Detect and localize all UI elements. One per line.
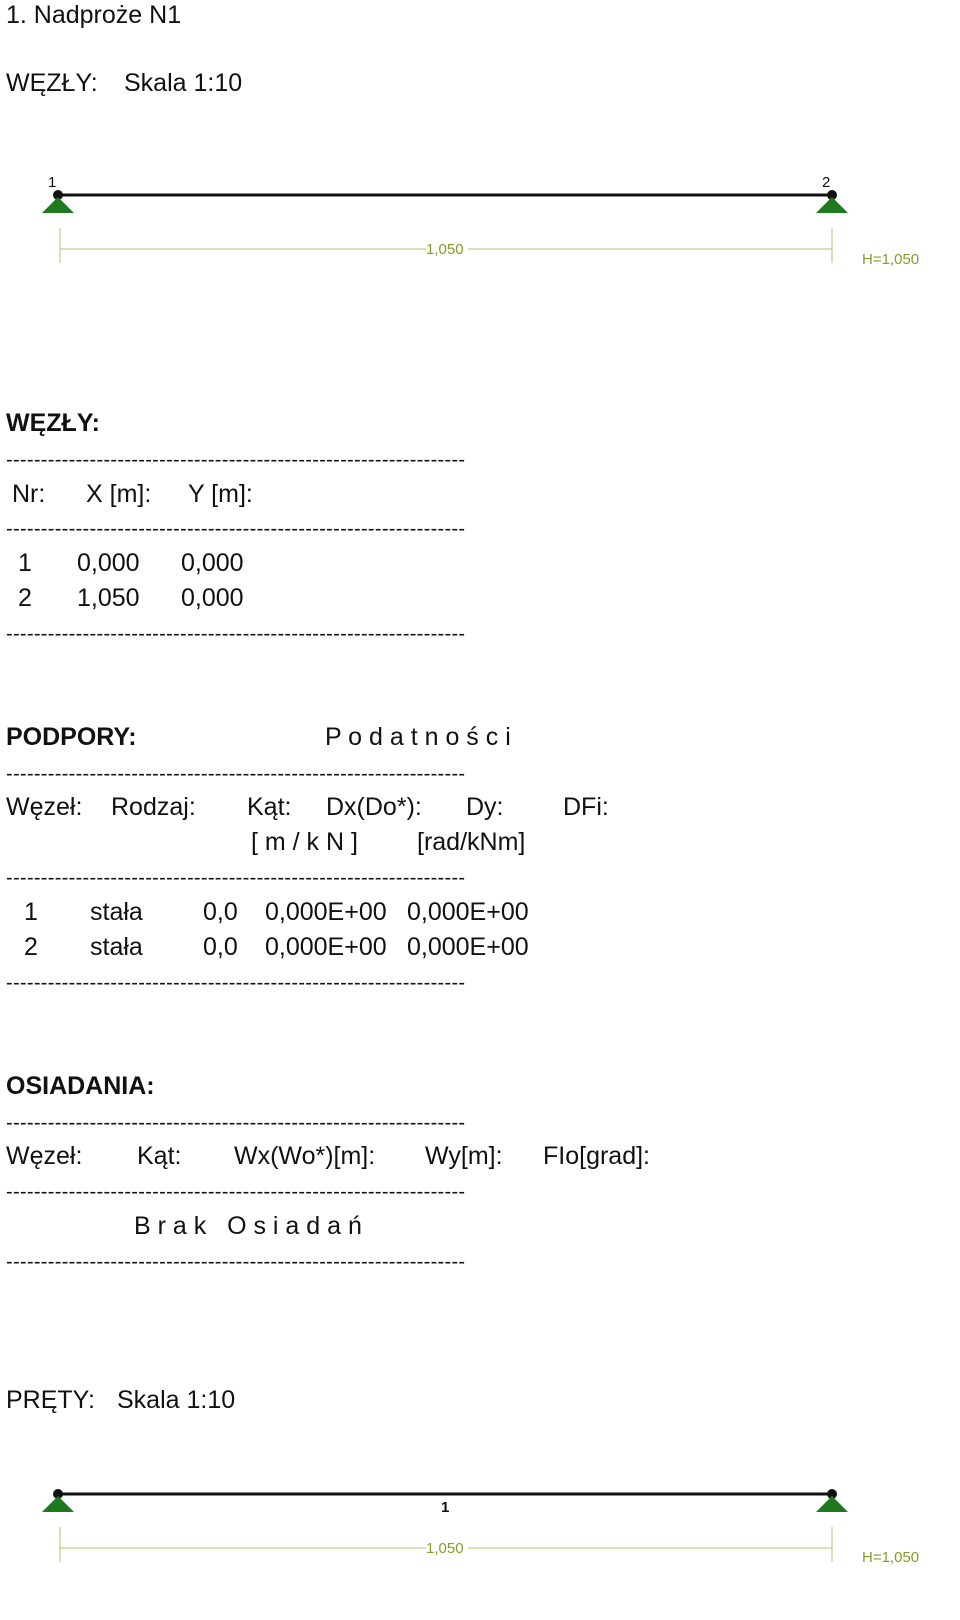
bars-scheme-drawing bbox=[0, 1464, 960, 1584]
supports-row-2-type: stała bbox=[90, 933, 143, 961]
scheme-nodes-title: WĘZŁY: bbox=[6, 69, 98, 97]
supports-col-node: Węzeł: bbox=[6, 793, 83, 821]
supports-col-dfi: DFi: bbox=[563, 793, 609, 821]
divider: ------------------------------------------------------------------ bbox=[6, 450, 466, 470]
supports-col-dx: Dx(Do*): bbox=[326, 793, 422, 821]
node-2-label: 2 bbox=[822, 174, 831, 191]
supports-row-1-dx: 0,000E+00 bbox=[265, 898, 387, 926]
divider: ------------------------------------------------------------------ bbox=[6, 624, 466, 644]
supports-row-2-dx: 0,000E+00 bbox=[265, 933, 387, 961]
supports-row-1-node: 1 bbox=[24, 898, 38, 926]
settlements-section-title: OSIADANIA: bbox=[6, 1072, 155, 1100]
span-dimension-label: 1,050 bbox=[426, 241, 464, 258]
supports-row-2-angle: 0,0 bbox=[203, 933, 238, 961]
nodes-col-y: Y [m]: bbox=[188, 480, 253, 508]
support-1-icon bbox=[42, 197, 74, 213]
nodes-scheme-drawing bbox=[0, 165, 960, 285]
supports-section-title: PODPORY: bbox=[6, 723, 137, 751]
settlements-col-node: Węzeł: bbox=[6, 1142, 83, 1170]
bars-scale: Skala 1:10 bbox=[117, 1386, 236, 1414]
nodes-row-2-y: 0,000 bbox=[181, 584, 244, 612]
supports-col-dy: Dy: bbox=[466, 793, 504, 821]
supports-row-2-dy: 0,000E+00 bbox=[407, 933, 529, 961]
bar-support-2-icon bbox=[816, 1496, 848, 1512]
nodes-row-1-y: 0,000 bbox=[181, 549, 244, 577]
bar-support-1-icon bbox=[42, 1496, 74, 1512]
supports-row-1-type: stała bbox=[90, 898, 143, 926]
nodes-section-title: WĘZŁY: bbox=[6, 409, 100, 437]
supports-row-1-dy: 0,000E+00 bbox=[407, 898, 529, 926]
divider: ------------------------------------------------------------------ bbox=[6, 868, 466, 888]
supports-col-angle: Kąt: bbox=[247, 793, 292, 821]
supports-unit-2: [rad/kNm] bbox=[417, 828, 526, 856]
divider: ------------------------------------------------------------------ bbox=[6, 519, 466, 539]
nodes-row-1-x: 0,000 bbox=[77, 549, 140, 577]
scheme-nodes-scale: Skala 1:10 bbox=[124, 69, 243, 97]
page-title: 1. Nadproże N1 bbox=[6, 1, 182, 29]
supports-col-type: Rodzaj: bbox=[111, 793, 196, 821]
bar-span-dimension-label: 1,050 bbox=[426, 1540, 464, 1557]
support-2-icon bbox=[816, 197, 848, 213]
bar-height-label: H=1,050 bbox=[862, 1549, 920, 1566]
supports-subtitle: P o d a t n o ś c i bbox=[325, 723, 511, 751]
nodes-row-1-nr: 1 bbox=[18, 549, 32, 577]
settlements-col-wy: Wy[m]: bbox=[425, 1142, 503, 1170]
settlements-col-fi: FIo[grad]: bbox=[543, 1142, 650, 1170]
nodes-col-nr: Nr: bbox=[12, 480, 46, 508]
supports-unit-1: [ m / k N ] bbox=[251, 828, 358, 856]
bars-section-title: PRĘTY: bbox=[6, 1386, 95, 1414]
bar-1-label: 1 bbox=[441, 1499, 450, 1516]
nodes-row-2-x: 1,050 bbox=[77, 584, 140, 612]
divider: ------------------------------------------------------------------ bbox=[6, 764, 466, 784]
divider: ------------------------------------------------------------------ bbox=[6, 973, 466, 993]
nodes-col-x: X [m]: bbox=[86, 480, 152, 508]
supports-row-2-node: 2 bbox=[24, 933, 38, 961]
divider: ------------------------------------------------------------------ bbox=[6, 1252, 466, 1272]
divider: ------------------------------------------------------------------ bbox=[6, 1113, 466, 1133]
node-1-label: 1 bbox=[48, 174, 57, 191]
nodes-row-2-nr: 2 bbox=[18, 584, 32, 612]
divider: ------------------------------------------------------------------ bbox=[6, 1182, 466, 1202]
settlements-col-wx: Wx(Wo*)[m]: bbox=[234, 1142, 376, 1170]
height-label: H=1,050 bbox=[862, 251, 920, 268]
settlements-col-angle: Kąt: bbox=[137, 1142, 182, 1170]
supports-row-1-angle: 0,0 bbox=[203, 898, 238, 926]
settlements-empty-text: B r a k O s i a d a ń bbox=[134, 1212, 362, 1240]
